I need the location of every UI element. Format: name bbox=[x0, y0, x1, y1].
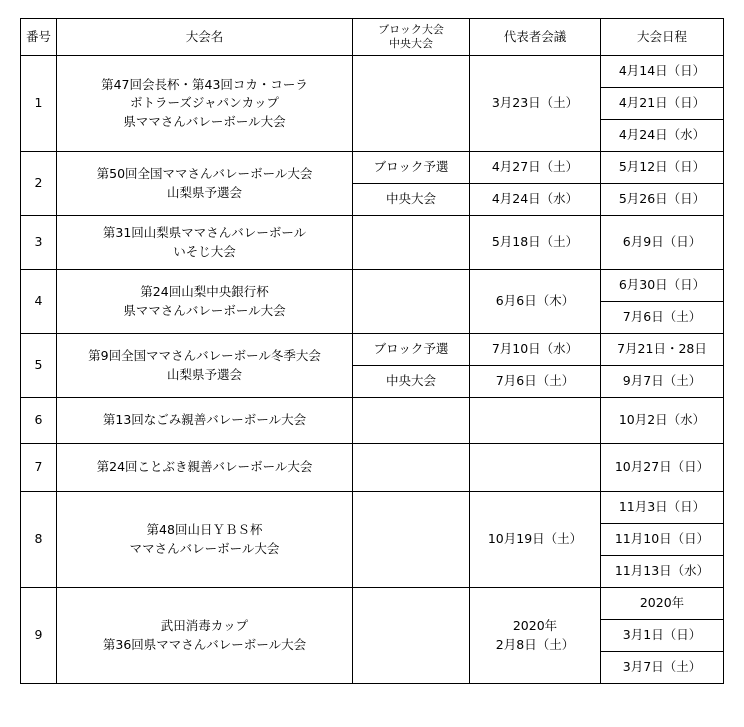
row-name bbox=[57, 588, 353, 684]
table-row bbox=[21, 398, 724, 444]
row-block bbox=[353, 270, 470, 334]
table-row bbox=[21, 334, 724, 366]
row-meeting: 7月6日（土） bbox=[470, 366, 601, 398]
row-meeting: 6月6日（木） bbox=[470, 270, 601, 334]
table-row bbox=[21, 56, 724, 88]
row-name-line: 第36回県ママさんバレーボール大会 bbox=[102, 636, 307, 652]
row-date: 3月7日（土） bbox=[601, 652, 724, 684]
row-block bbox=[353, 56, 470, 152]
row-number: 4 bbox=[21, 270, 57, 334]
row-meeting: 4月24日（水） bbox=[470, 184, 601, 216]
row-number: 5 bbox=[21, 334, 57, 398]
row-name-line: ボトラーズジャパンカップ bbox=[129, 95, 279, 111]
row-date: 7月6日（土） bbox=[601, 302, 724, 334]
row-date: 5月12日（日） bbox=[601, 152, 724, 184]
row-number: 2 bbox=[21, 152, 57, 216]
row-block bbox=[353, 398, 470, 444]
row-name-line: ママさんバレーボール大会 bbox=[129, 540, 280, 556]
row-date: 6月9日（日） bbox=[601, 216, 724, 270]
row-block bbox=[353, 216, 470, 270]
row-meeting bbox=[470, 398, 601, 444]
row-date: 2020年 bbox=[601, 588, 724, 620]
table-row bbox=[21, 270, 724, 302]
header-number: 番号 bbox=[21, 19, 57, 56]
row-name-line: 県ママさんバレーボール大会 bbox=[123, 302, 286, 318]
row-meeting-line: 2月8日（土） bbox=[495, 636, 575, 652]
row-block bbox=[353, 492, 470, 588]
row-date: 5月26日（日） bbox=[601, 184, 724, 216]
row-block: 中央大会 bbox=[353, 184, 470, 216]
row-name-line: 山梨県予選会 bbox=[166, 184, 242, 200]
row-date: 9月7日（土） bbox=[601, 366, 724, 398]
row-date: 7月21日・28日 bbox=[601, 334, 724, 366]
row-block bbox=[353, 444, 470, 492]
row-name bbox=[57, 56, 353, 152]
row-name bbox=[57, 152, 353, 216]
table-row bbox=[21, 492, 724, 524]
row-date: 4月21日（日） bbox=[601, 88, 724, 120]
row-meeting: 7月10日（水） bbox=[470, 334, 601, 366]
row-block: 中央大会 bbox=[353, 366, 470, 398]
row-number: 6 bbox=[21, 398, 57, 444]
row-name-line: 県ママさんバレーボール大会 bbox=[123, 113, 286, 129]
row-name bbox=[57, 334, 353, 398]
header-rep-meeting: 代表者会議 bbox=[470, 19, 601, 56]
table-header-row bbox=[21, 19, 724, 56]
table-row bbox=[21, 152, 724, 184]
row-block bbox=[353, 588, 470, 684]
row-number: 8 bbox=[21, 492, 57, 588]
row-block: ブロック予選 bbox=[353, 334, 470, 366]
row-name-line: 第47回会長杯・第43回コカ・コーラ bbox=[101, 77, 308, 93]
row-date: 11月10日（日） bbox=[601, 524, 724, 556]
row-date: 3月1日（日） bbox=[601, 620, 724, 652]
row-date: 4月24日（水） bbox=[601, 120, 724, 152]
row-number: 7 bbox=[21, 444, 57, 492]
row-date: 10月27日（日） bbox=[601, 444, 724, 492]
row-name bbox=[57, 216, 353, 270]
row-name-line: 第48回山日ＹＢＳ杯 bbox=[146, 522, 263, 538]
row-block: ブロック予選 bbox=[353, 152, 470, 184]
header-block-line2: 中央大会 bbox=[389, 37, 433, 50]
header-block-line1: ブロック大会 bbox=[378, 22, 444, 36]
row-name: 第13回なごみ親善バレーボール大会 bbox=[57, 398, 353, 444]
row-meeting-line: 2020年 bbox=[512, 618, 558, 634]
row-meeting: 5月18日（土） bbox=[470, 216, 601, 270]
schedule-table-wrapper bbox=[20, 18, 724, 684]
row-date: 4月14日（日） bbox=[601, 56, 724, 88]
row-name-line: 山梨県予選会 bbox=[166, 366, 242, 382]
tournament-schedule-table bbox=[20, 18, 724, 684]
row-name-line: 第9回全国ママさんバレーボール冬季大会 bbox=[88, 348, 321, 364]
row-name-line: 第31回山梨県ママさんバレーボール bbox=[102, 225, 307, 241]
row-meeting: 4月27日（土） bbox=[470, 152, 601, 184]
row-name: 第24回ことぶき親善バレーボール大会 bbox=[57, 444, 353, 492]
row-date: 11月13日（水） bbox=[601, 556, 724, 588]
row-meeting bbox=[470, 588, 601, 684]
row-name bbox=[57, 270, 353, 334]
row-name-line: いそじ大会 bbox=[173, 243, 236, 259]
table-row bbox=[21, 216, 724, 270]
row-date: 10月2日（水） bbox=[601, 398, 724, 444]
row-meeting: 3月23日（土） bbox=[470, 56, 601, 152]
row-name-line: 武田消毒カップ bbox=[160, 618, 249, 634]
row-name-line: 第24回山梨中央銀行杯 bbox=[140, 284, 269, 300]
row-date: 6月30日（日） bbox=[601, 270, 724, 302]
row-number: 9 bbox=[21, 588, 57, 684]
header-block bbox=[353, 19, 470, 56]
row-date: 11月3日（日） bbox=[601, 492, 724, 524]
row-name bbox=[57, 492, 353, 588]
row-number: 3 bbox=[21, 216, 57, 270]
header-schedule: 大会日程 bbox=[601, 19, 724, 56]
header-name: 大会名 bbox=[57, 19, 353, 56]
row-name-line: 第50回全国ママさんバレーボール大会 bbox=[96, 166, 313, 182]
row-meeting bbox=[470, 444, 601, 492]
row-number: 1 bbox=[21, 56, 57, 152]
row-meeting: 10月19日（土） bbox=[470, 492, 601, 588]
table-row bbox=[21, 588, 724, 620]
table-row bbox=[21, 444, 724, 492]
